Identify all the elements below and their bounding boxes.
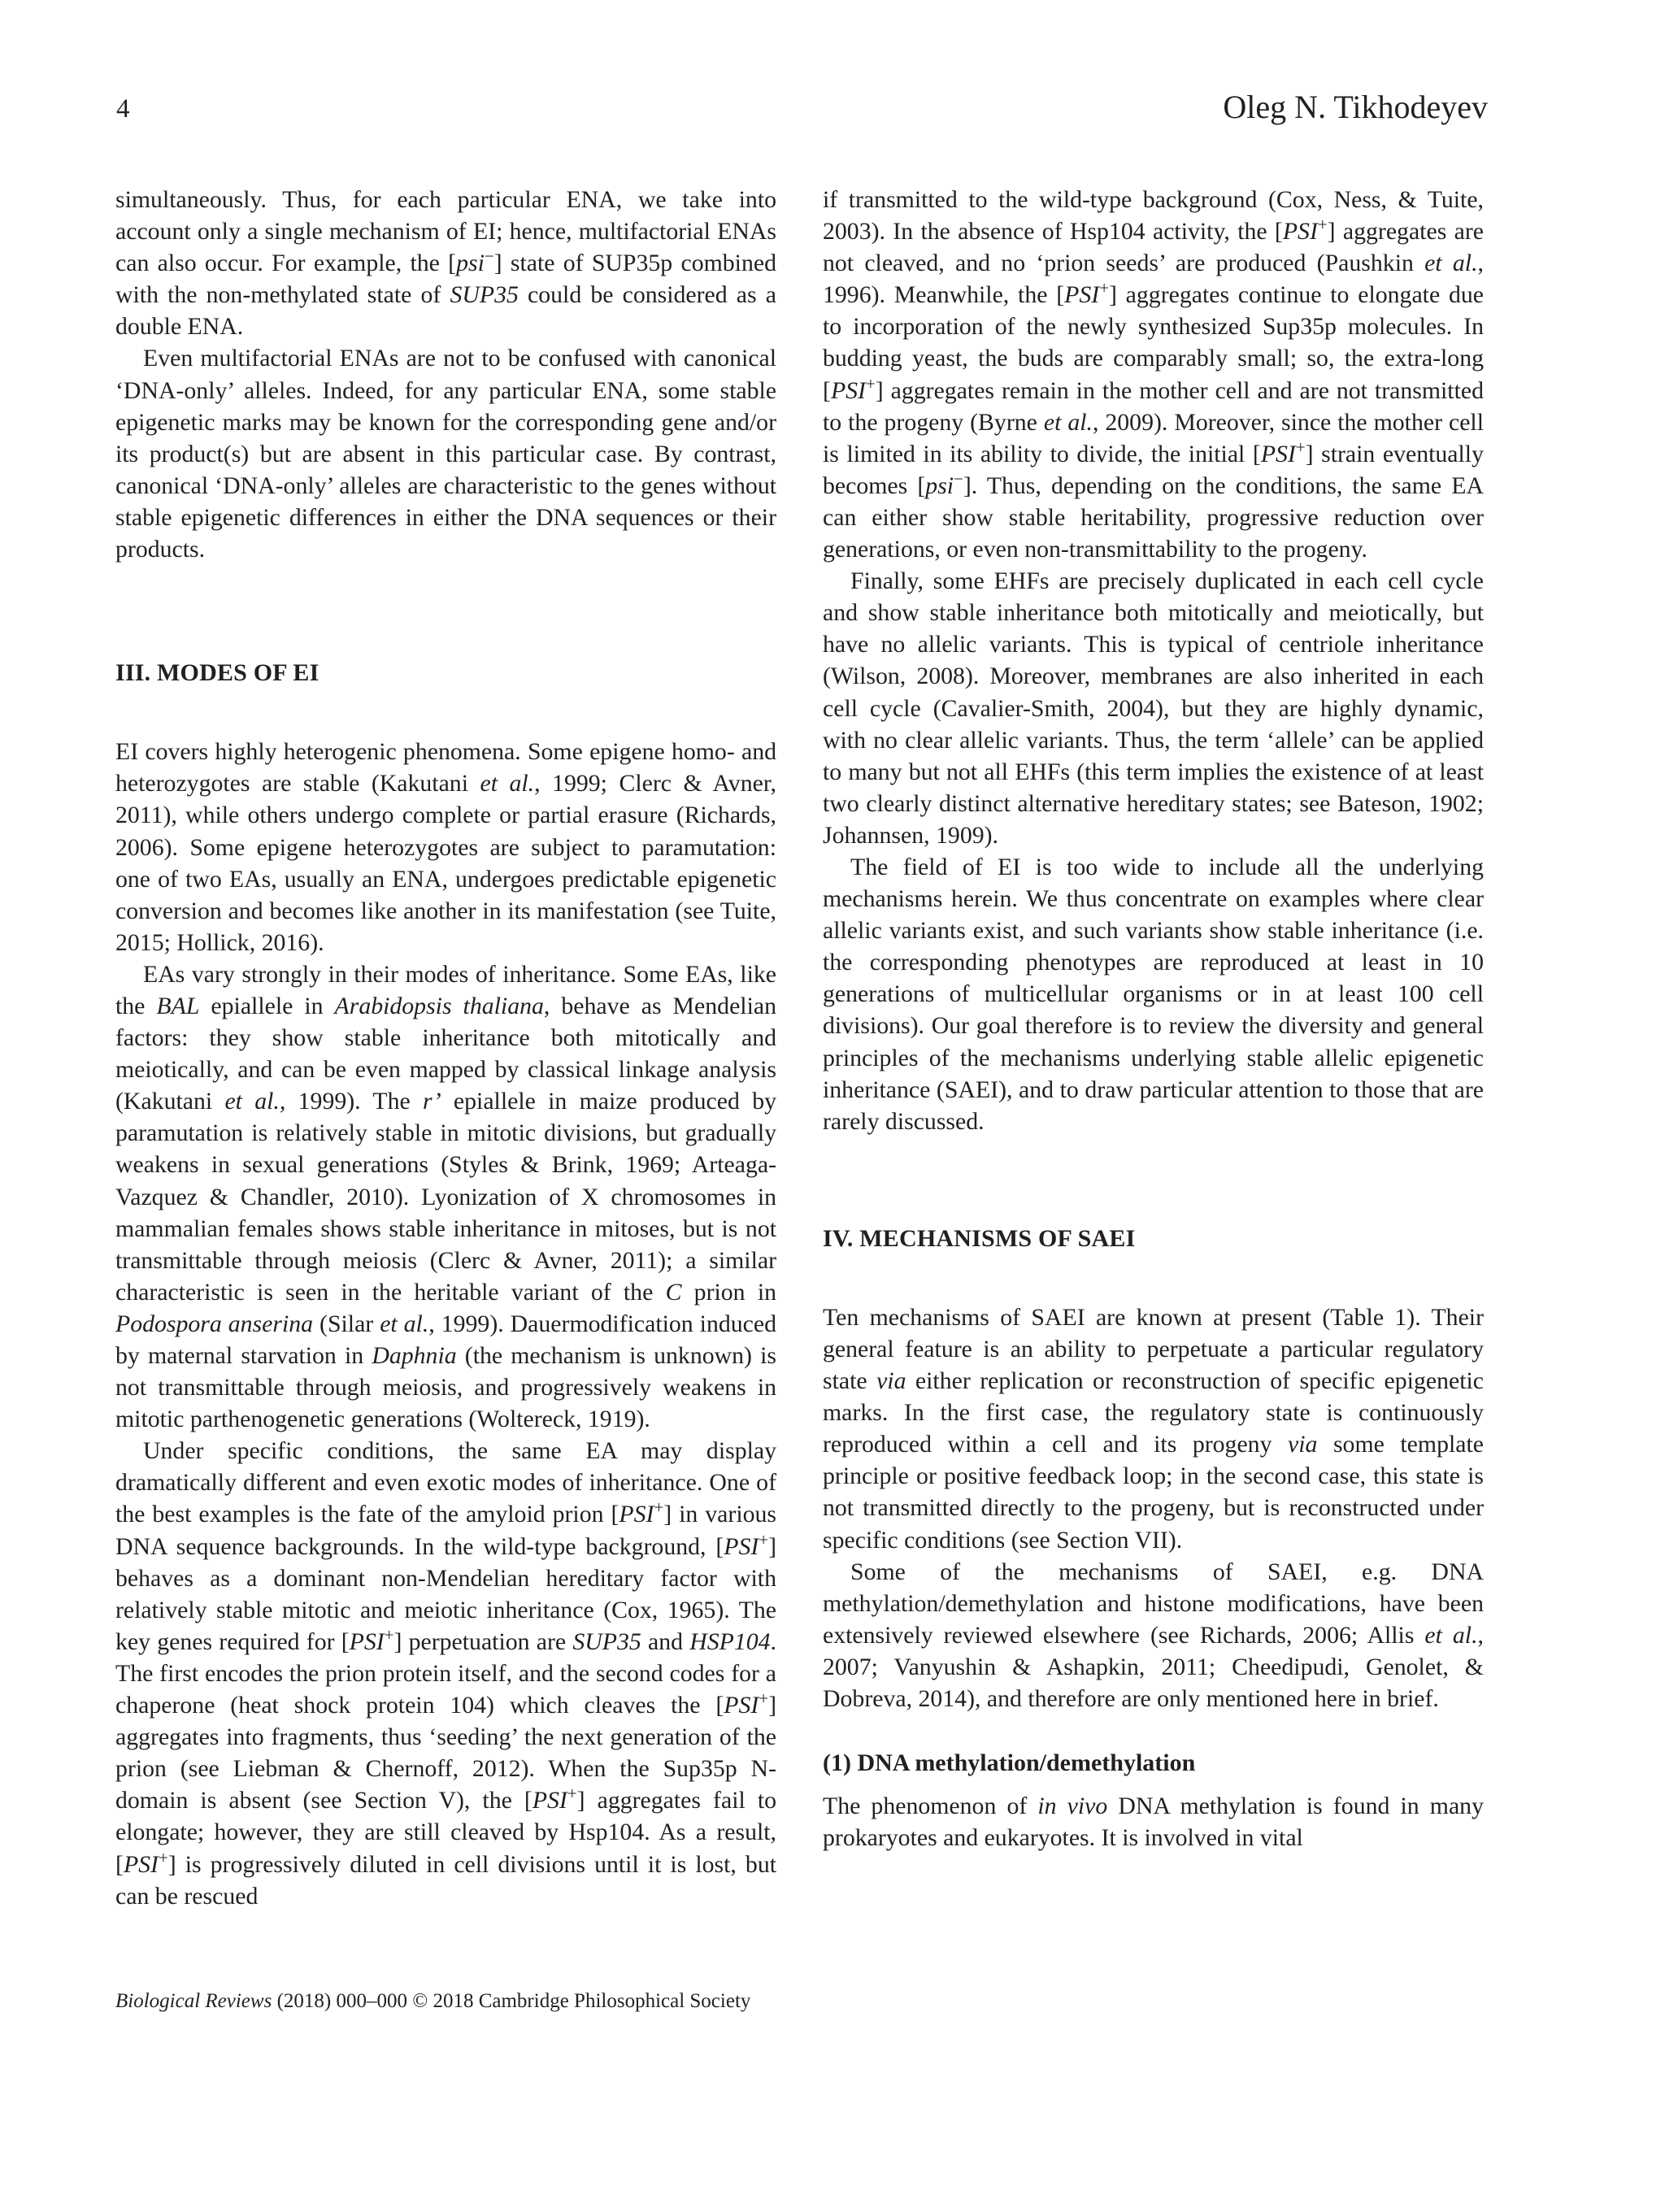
- right-column: [823, 184, 1484, 1853]
- paragraph: [823, 1556, 1484, 1714]
- italic-text: BAL: [156, 992, 200, 1019]
- superscript: +: [759, 1529, 769, 1549]
- italic-text: via: [1288, 1431, 1318, 1458]
- text-run: Some of the mechanisms of SAEI, e.g. DNA methylation/demethylation and histone modifications, have been extensively reviewed elsewhere (see Richards, 2006; Allis: [823, 1558, 1484, 1649]
- italic-text: PSI: [1260, 440, 1296, 467]
- text-run: could be considered as a double ENA.: [115, 281, 776, 341]
- superscript: +: [759, 1688, 769, 1709]
- superscript: −: [484, 246, 494, 267]
- text-run: ] aggregates into fragments, thus ‘seeding’ the next generation of the prion (see Liebman & Chernoff, 2012). When the Sup35p N-domain is absent (see Section V), the [: [115, 1692, 776, 1814]
- text-run: ] strain eventually becomes [: [823, 440, 1484, 499]
- footer: [115, 1990, 750, 2013]
- superscript: +: [654, 1497, 664, 1518]
- text-run: and: [641, 1627, 690, 1655]
- footer-citation: (2018) 000–000 © 2018 Cambridge Philosophical Society: [272, 1990, 751, 2012]
- italic-text: Arabidopsis thaliana: [334, 992, 544, 1019]
- running-head-author: Oleg N. Tikhodeyev: [1223, 89, 1488, 125]
- superscript: +: [1317, 215, 1328, 235]
- italic-text: PSI: [724, 1692, 759, 1719]
- italic-text: et al.: [1424, 250, 1478, 277]
- text-run: some template principle or positive feedback loop; in the second case, this state is not transmitted directly to the progeny, but is reconstructed under specific conditions (see Section VII).: [823, 1431, 1484, 1554]
- journal-name: Biological Reviews: [115, 1990, 272, 2012]
- italic-text: via: [876, 1367, 906, 1395]
- italic-text: r’: [423, 1088, 441, 1115]
- text-run: epiallele in: [199, 992, 335, 1019]
- paragraph: [823, 1790, 1484, 1853]
- paragraph: [115, 184, 776, 342]
- italic-text: SUP35: [450, 281, 519, 309]
- italic-text: et al.,: [380, 1310, 435, 1337]
- text-run: 1999). Dauermodification induced by maternal starvation in: [115, 1310, 776, 1369]
- text-run: ] aggregates continue to elongate due to incorporation of the newly synthesized Sup35p molecules. In budding yeast, the buds are comparably small; so, the extra-long [: [823, 281, 1484, 404]
- text-run: , behave as Mendelian factors: they show stable inheritance both mitotically and meiotically, and can be even mapped by classical linkage analysis (Kakutani: [115, 992, 776, 1115]
- text-run: epiallele in maize produced by paramutation is relatively stable in mitotic divisions, but gradually weakens in sexual generations (Styles & Brink, 1969; Arteaga-Vazquez & Chandler, 2010). Lyonization of X chromosomes in mammalian females shows stable inheritance in mitoses, but is not transmittable through meiosis (Clerc & Avner, 2011); a similar characteristic is seen in the heritable variant of the: [115, 1088, 777, 1306]
- paragraph: [823, 184, 1484, 565]
- italic-text: PSI: [724, 1532, 759, 1560]
- text-run: , 1996). Meanwhile, the [: [823, 250, 1484, 309]
- italic-text: PSI: [1064, 281, 1100, 309]
- text-run: The phenomenon of: [823, 1793, 1038, 1820]
- italic-text: PSI: [1282, 218, 1318, 246]
- section-heading: IV. MECHANISMS OF SAEI: [823, 1224, 1136, 1252]
- subsection-heading: (1) DNA methylation/demethylation: [823, 1749, 1196, 1777]
- italic-text: PSI: [619, 1501, 654, 1528]
- italic-text: Podospora anserina: [115, 1310, 314, 1337]
- section-heading: III. MODES OF EI: [115, 659, 320, 687]
- superscript: +: [1099, 278, 1109, 298]
- text-run: EAs vary strongly in their modes of inheritance. Some EAs, like the: [115, 960, 776, 1019]
- text-run: ] state of SUP35p combined with the non-methylated state of: [115, 250, 776, 309]
- text-run: 1999). The: [285, 1088, 423, 1115]
- italic-text: in vivo: [1037, 1793, 1108, 1820]
- italic-text: Daphnia: [372, 1342, 457, 1369]
- paragraph: [115, 958, 776, 1435]
- superscript: +: [158, 1847, 168, 1867]
- text-run: , 1999; Clerc & Avner, 2011), while others undergo complete or partial erasure (Richards, 2006). Some epigene heterozygotes are subject to paramutation: one of two EAs, usually an ENA, undergoes predictable epigenetic conversion and becomes like another in its manifestation (see Tuite, 2015; Hollick, 2016).: [115, 770, 776, 956]
- paragraph: [115, 736, 776, 958]
- text-run: Under specific conditions, the same EA may display dramatically different and even exotic modes of inheritance. One of the best examples is the fate of the amyloid prion [: [115, 1437, 776, 1528]
- paragraph: The field of EI is too wide to include all the underlying mechanisms herein. We thus concentrate on examples where clear allelic variants exist, and such variants show stable inheritance (i.e. the corresponding phenotypes are reproduced at least in 10 generations of multicellular organisms or in at least 100 cell divisions). Our goal therefore is to review the diversity and general principles of the mechanisms underlying stable allelic epigenetic inheritance (SAEI), and to draw particular attention to those that are rarely discussed.: [823, 853, 1484, 1135]
- text-run: (Silar: [313, 1310, 380, 1337]
- text-run: prion in: [681, 1278, 776, 1306]
- text-run: ] in various DNA sequence backgrounds. In the wild-type background, [: [115, 1501, 776, 1560]
- paragraph: [823, 1302, 1484, 1556]
- page-number: 4: [116, 94, 130, 124]
- italic-text: HSP104: [689, 1627, 771, 1655]
- italic-text: psi: [925, 472, 954, 499]
- text-run: Ten mechanisms of SAEI are known at present (Table 1). Their general feature is an ability to perpetuate a particular regulatory state: [823, 1303, 1484, 1395]
- text-run: ] is progressively diluted in cell divisions until it is lost, but can be rescued: [115, 1850, 776, 1910]
- superscript: −: [954, 468, 963, 489]
- text-run: , 2009). Moreover, since the mother cell is limited in its ability to divide, the initial [: [823, 408, 1484, 467]
- text-run: ] aggregates remain in the mother cell and are not transmitted to the progeny (Byrne: [823, 376, 1484, 436]
- paragraph: [115, 1435, 776, 1911]
- text-run: , 2007; Vanyushin & Ashapkin, 2011; Cheedipudi, Genolet, & Dobreva, 2014), and therefore are only mentioned here in brief.: [823, 1621, 1484, 1713]
- superscript: +: [865, 373, 876, 393]
- paragraph: Finally, some EHFs are precisely duplicated in each cell cycle and show stable inheritance both mitotically and meiotically, but have no allelic variants. This is typical of centriole inheritance (Wilson, 2008). Moreover, membranes are also inherited in each cell cycle (Cavalier-Smith, 2004), but they are highly dynamic, with no clear allelic variants. Thus, the term ‘allele’ can be applied to many but not all EHFs (this term implies the existence of at least two clearly distinct alternative hereditary states; see Bateson, 1902; Johannsen, 1909).: [823, 567, 1484, 849]
- text-run: ] behaves as a dominant non-Mendelian hereditary factor with relatively stable mitotic and meiotic inheritance (Cox, 1965). The key genes required for [: [115, 1532, 776, 1655]
- left-column: [115, 184, 776, 1912]
- text-run: if transmitted to the wild-type background (Cox, Ness, & Tuite, 2003). In the absence of Hsp104 activity, the [: [823, 186, 1484, 246]
- italic-text: C: [665, 1278, 682, 1306]
- italic-text: et al.: [1424, 1621, 1478, 1649]
- italic-text: et al.: [480, 770, 535, 797]
- text-run: ] aggregates are not cleaved, and no ‘prion seeds’ are produced (Paushkin: [823, 218, 1484, 277]
- italic-text: SUP35: [572, 1627, 641, 1655]
- italic-text: PSI: [349, 1627, 385, 1655]
- superscript: +: [384, 1624, 394, 1645]
- superscript: +: [567, 1784, 577, 1804]
- italic-text: et al.,: [224, 1088, 286, 1115]
- italic-text: et al.: [1043, 408, 1093, 436]
- text-run: EI covers highly heterogenic phenomena. Some epigene homo- and heterozygotes are stable (Kakutani: [115, 738, 776, 797]
- superscript: +: [1295, 437, 1306, 457]
- italic-text: psi: [456, 250, 485, 277]
- paragraph: Even multifactorial ENAs are not to be confused with canonical ‘DNA-only’ alleles. Indeed, for any particular ENA, some stable epigenetic marks may be known for the corresponding gene and/or its product(s) but are absent in this particular case. By contrast, canonical ‘DNA-only’ alleles are characteristic to the genes without stable epigenetic differences in either the DNA sequences or their products.: [115, 345, 776, 563]
- text-run: (the mechanism is unknown) is not transmittable through meiosis, and progressively weakens in mitotic parthenogenetic generations (Woltereck, 1919).: [115, 1342, 776, 1433]
- text-run: either replication or reconstruction of specific epigenetic marks. In the first case, the regulatory state is continuously reproduced within a cell and its progeny: [823, 1367, 1484, 1458]
- text-run: . The first encodes the prion protein itself, and the second codes for a chaperone (heat shock protein 104) which cleaves the [: [115, 1627, 776, 1719]
- text-run: ] aggregates fail to elongate; however, they are still cleaved by Hsp104. As a result, [: [115, 1787, 777, 1878]
- text-run: ] perpetuation are: [393, 1627, 573, 1655]
- italic-text: PSI: [830, 376, 866, 404]
- italic-text: PSI: [123, 1850, 159, 1878]
- text-run: DNA methylation is found in many prokaryotes and eukaryotes. It is involved in vital: [823, 1793, 1484, 1852]
- text-run: ]. Thus, depending on the conditions, the same EA can either show stable heritability, progressive reduction over generations, or even non-transmittability to the progeny.: [823, 472, 1484, 563]
- text-run: simultaneously. Thus, for each particular ENA, we take into account only a single mechanism of EI; hence, multifactorial ENAs can also occur. For example, the [: [115, 186, 776, 277]
- italic-text: PSI: [532, 1787, 567, 1814]
